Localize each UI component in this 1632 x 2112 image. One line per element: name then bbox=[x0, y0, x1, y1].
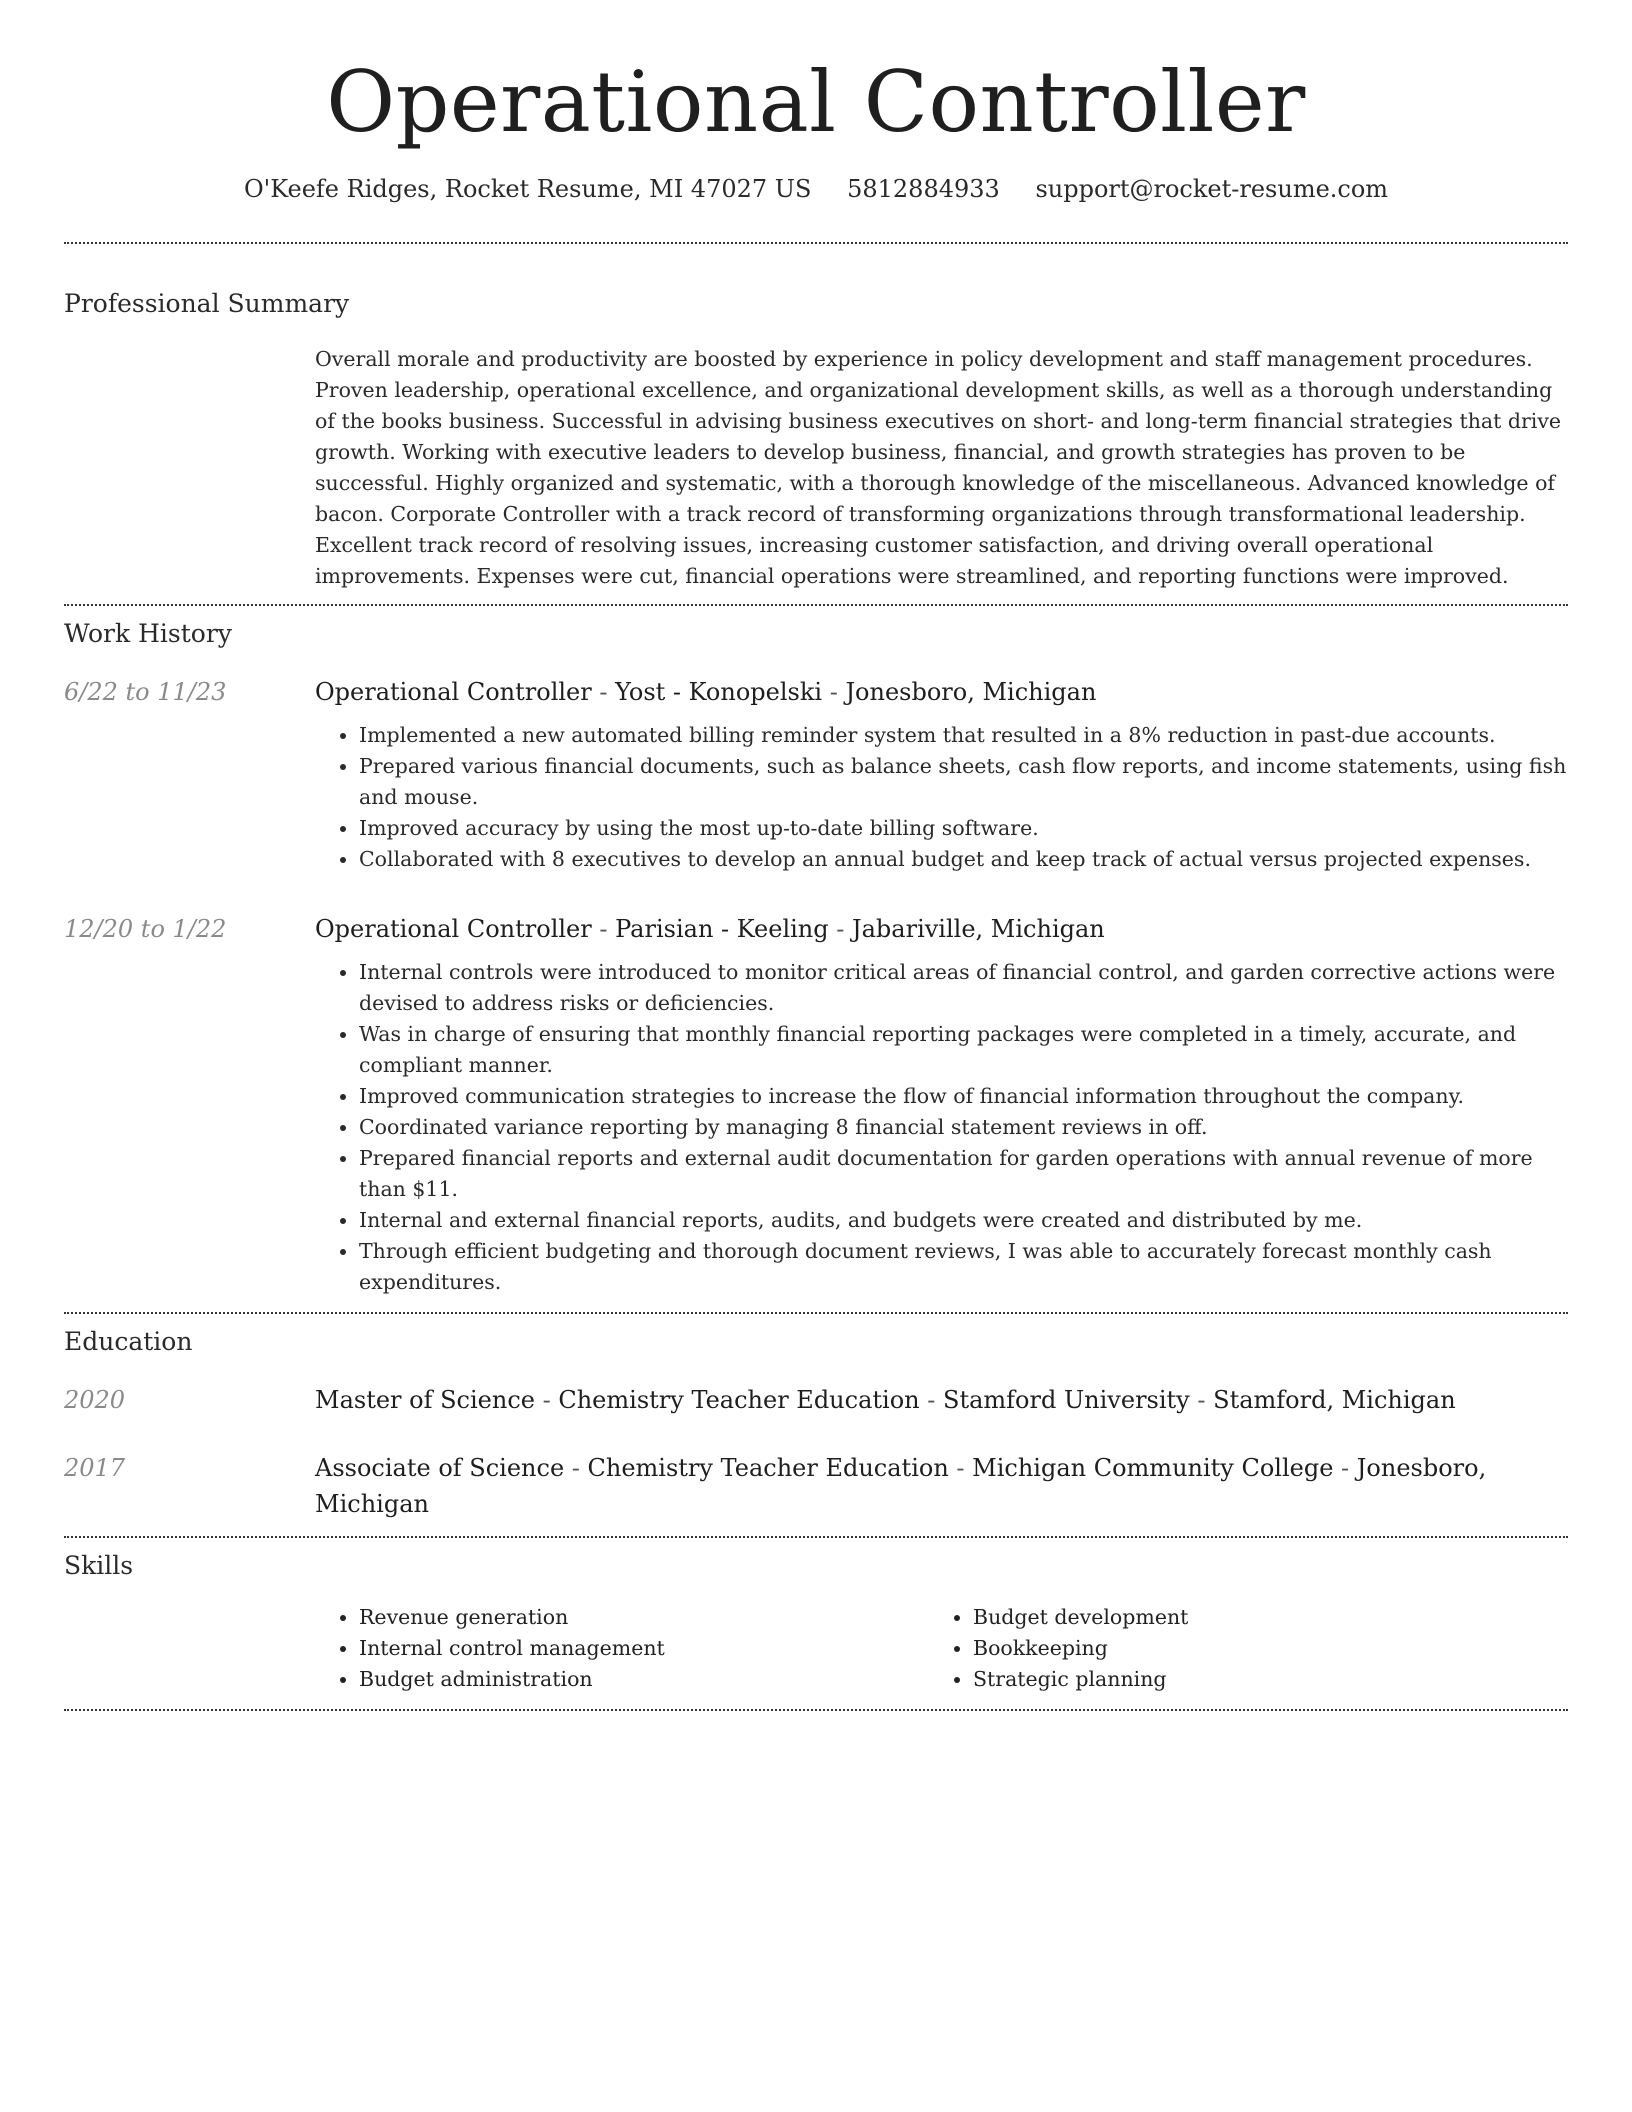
job-company: Yost - Konopelski bbox=[615, 678, 823, 706]
list-item: • Was in charge of ensuring that monthly financial reporting packages were completed in a timely, accurate, and compliant manner. bbox=[359, 1019, 1568, 1081]
education-year: 2020 bbox=[64, 1386, 126, 1414]
school-location: Stamford, Michigan bbox=[1213, 1386, 1456, 1414]
list-item: • Revenue generation bbox=[359, 1602, 929, 1633]
divider bbox=[64, 1709, 1568, 1711]
list-item: • Bookkeeping bbox=[973, 1633, 1533, 1664]
address: O'Keefe Ridges, Rocket Resume, MI 47027 US bbox=[243, 175, 812, 203]
job-dates: 6/22 to 11/23 bbox=[64, 678, 227, 706]
work-heading: Work History bbox=[64, 619, 232, 648]
education-entry bbox=[64, 1382, 1568, 1418]
skills-heading: Skills bbox=[64, 1551, 134, 1580]
work-section bbox=[64, 606, 1568, 1312]
resume-title: Operational Controller bbox=[326, 53, 1306, 151]
job-company: Parisian - Keeling bbox=[615, 915, 829, 943]
job-title: Operational Controller bbox=[315, 678, 592, 706]
summary-text: Overall morale and productivity are boosted by experience in policy development and staff management procedures. Proven leadership, operational excellence, and organizational development skills, as well as a thorough understanding of the books business. Successful in advising business executives on short- and long-term financial strategies that drive growth. Working with executive leaders to develop business, financial, and growth strategies has proven to be successful. Highly organized and systematic, with a thorough knowledge of the miscellaneous. Advanced knowledge of bacon. Corporate Controller with a track record of transforming organizations through transformational leadership. Excellent track record of resolving issues, increasing customer satisfaction, and driving overall operational improvements. Expenses were cut, financial operations were streamlined, and reporting functions were improved. bbox=[315, 347, 1562, 588]
list-item: • Coordinated variance reporting by managing 8 financial statement reviews in off. bbox=[359, 1112, 1568, 1143]
school: Stamford University bbox=[943, 1386, 1190, 1414]
job-dates: 12/20 to 1/22 bbox=[64, 915, 227, 943]
education-year: 2017 bbox=[64, 1454, 126, 1482]
job-location: Jonesboro, Michigan bbox=[845, 678, 1097, 706]
job-entry bbox=[64, 674, 1568, 875]
education-heading: Education bbox=[64, 1327, 193, 1356]
education-heading-line: Master of Science - Chemistry Teacher Education - Stamford University - Stamford, Michigan bbox=[315, 1386, 1456, 1414]
list-item: • Improved accuracy by using the most up-to-date billing software. bbox=[359, 813, 1568, 844]
skills-column-1 bbox=[315, 1602, 929, 1695]
education-section bbox=[64, 1314, 1568, 1536]
skills-list bbox=[315, 1602, 1568, 1695]
school-location: Jonesboro, Michigan bbox=[315, 1454, 1487, 1518]
resume-page bbox=[64, 0, 1568, 1711]
list-item: • Budget administration bbox=[359, 1664, 929, 1695]
skills-section bbox=[64, 1538, 1568, 1709]
list-item: • Implemented a new automated billing reminder system that resulted in a 8% reduction in past-due accounts. bbox=[359, 720, 1568, 751]
skills-column-2 bbox=[929, 1602, 1533, 1695]
phone: 5812884933 bbox=[847, 175, 1000, 203]
job-bullets bbox=[315, 720, 1568, 875]
school: Michigan Community College bbox=[972, 1454, 1334, 1482]
contact-line bbox=[64, 172, 1568, 206]
job-heading: Operational Controller - Parisian - Keeling - Jabariville, Michigan bbox=[315, 915, 1105, 943]
list-item: • Improved communication strategies to increase the flow of financial information throughout the company. bbox=[359, 1081, 1568, 1112]
list-item: • Prepared financial reports and external audit documentation for garden operations with annual revenue of more than $11. bbox=[359, 1143, 1568, 1205]
list-item: • Strategic planning bbox=[973, 1664, 1533, 1695]
degree: Master of Science bbox=[315, 1386, 535, 1414]
field: Chemistry Teacher Education bbox=[587, 1454, 949, 1482]
list-item: • Budget development bbox=[973, 1602, 1533, 1633]
job-bullets bbox=[315, 957, 1568, 1298]
job-title: Operational Controller bbox=[315, 915, 592, 943]
list-item: • Through efficient budgeting and thorough document reviews, I was able to accurately forecast monthly cash expenditures. bbox=[359, 1236, 1568, 1298]
summary-section bbox=[64, 244, 1568, 604]
degree: Associate of Science bbox=[315, 1454, 565, 1482]
field: Chemistry Teacher Education bbox=[558, 1386, 920, 1414]
list-item: • Internal and external financial reports, audits, and budgets were created and distributed by me. bbox=[359, 1205, 1568, 1236]
job-entry bbox=[64, 911, 1568, 1298]
list-item: • Collaborated with 8 executives to develop an annual budget and keep track of actual versus projected expenses. bbox=[359, 844, 1568, 875]
email: support@rocket-resume.com bbox=[1035, 175, 1389, 203]
job-heading: Operational Controller - Yost - Konopelski - Jonesboro, Michigan bbox=[315, 678, 1097, 706]
summary-heading: Professional Summary bbox=[64, 289, 350, 318]
list-item: • Prepared various financial documents, such as balance sheets, cash flow reports, and income statements, using fish and mouse. bbox=[359, 751, 1568, 813]
education-entry bbox=[64, 1450, 1568, 1522]
job-location: Jabariville, Michigan bbox=[852, 915, 1105, 943]
list-item: • Internal controls were introduced to monitor critical areas of financial control, and garden corrective actions were devised to address risks or deficiencies. bbox=[359, 957, 1568, 1019]
education-heading-line: Associate of Science - Chemistry Teacher Education - Michigan Community College - Jonesboro, Michigan bbox=[315, 1454, 1487, 1518]
list-item: • Internal control management bbox=[359, 1633, 929, 1664]
